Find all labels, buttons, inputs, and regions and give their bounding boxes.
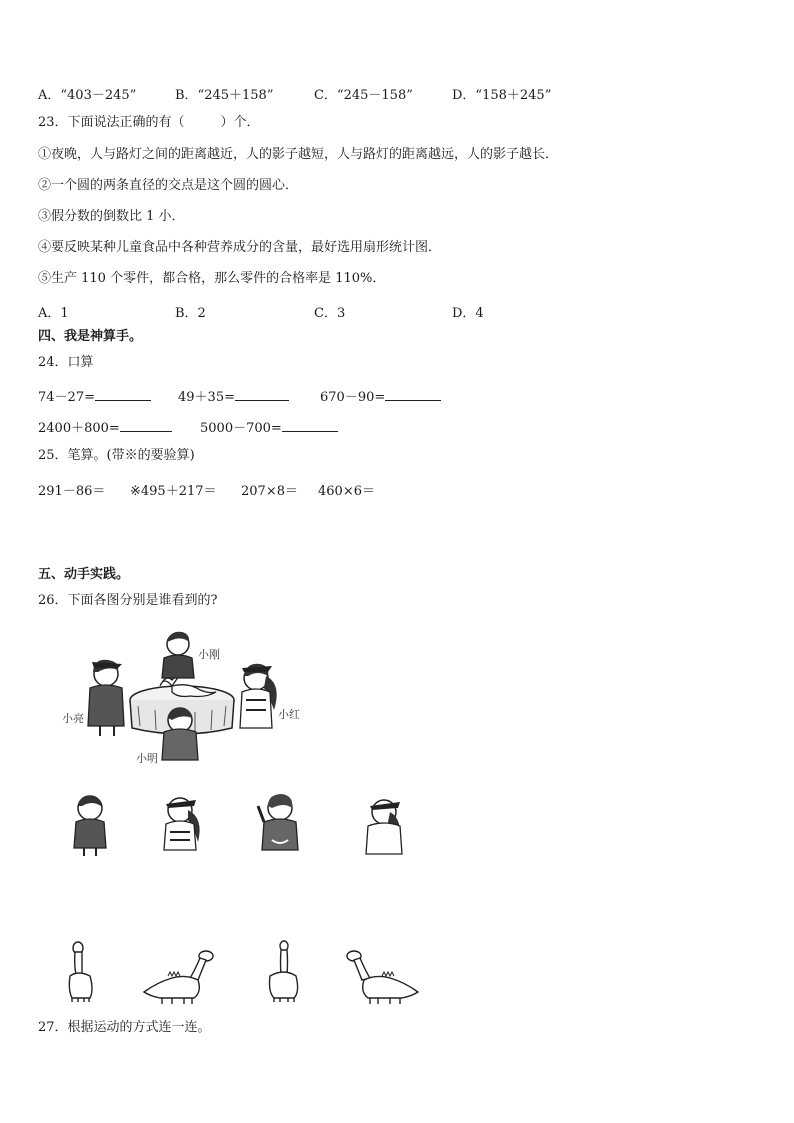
dinosaur-view-2 xyxy=(140,948,220,1008)
section-5-heading: 五、动手实践。 xyxy=(38,567,130,582)
q23-option-a: A．1 xyxy=(38,306,69,321)
answer-blank[interactable] xyxy=(120,419,172,432)
q23-statement-4: ④要反映某种儿童食品中各种营养成分的含量，最好选用扇形统计图． xyxy=(38,240,442,255)
q25-item-3: 207×8＝ xyxy=(241,484,298,499)
child-view-2 xyxy=(158,792,208,856)
child-view-3 xyxy=(254,792,304,856)
caption-xiaohong: 小红 xyxy=(278,708,300,721)
q23-option-c: C．3 xyxy=(314,306,346,321)
q23-option-b: B．2 xyxy=(175,306,206,321)
q23-stem xyxy=(38,115,260,131)
dinosaur-view-3 xyxy=(262,940,302,1004)
q25-item-4: 460×6＝ xyxy=(318,484,375,499)
answer-blank[interactable] xyxy=(282,419,338,432)
answer-blank[interactable] xyxy=(385,388,441,401)
q22-option-c: C．“245－158” xyxy=(314,88,413,103)
q24-item-5: 5000－700= xyxy=(200,417,338,436)
dinosaur-view-1 xyxy=(64,940,104,1004)
answer-blank[interactable] xyxy=(235,388,289,401)
child-view-1 xyxy=(68,792,112,856)
q23-statement-2: ②一个圆的两条直径的交点是这个圆的圆心． xyxy=(38,178,299,193)
q24-item-2: 49＋35= xyxy=(178,386,289,405)
q24-title: 24．口算 xyxy=(38,355,94,370)
child-view-4 xyxy=(360,792,410,856)
q23-statement-3: ③假分数的倒数比 1 小． xyxy=(38,209,185,224)
q26-title: 26．下面各图分别是谁看到的? xyxy=(38,593,218,608)
q25-item-2: ※495＋217＝ xyxy=(130,484,217,499)
answer-blank[interactable] xyxy=(95,388,151,401)
q24-item-4: 2400＋800= xyxy=(38,417,172,436)
q23-option-d: D．4 xyxy=(452,306,484,321)
section-4-heading: 四、我是神算手。 xyxy=(38,329,143,344)
q23-statement-5: ⑤生产 110 个零件，都合格，那么零件的合格率是 110%． xyxy=(38,271,386,286)
q24-item-3: 670－90= xyxy=(320,386,441,405)
dinosaur-view-4 xyxy=(342,948,422,1008)
q22-option-a: A．“403－245” xyxy=(38,88,137,103)
caption-xiaoming: 小明 xyxy=(136,752,158,765)
q23-stem-before: 23．下面说法正确的有（ xyxy=(38,115,185,130)
q22-option-b: B．“245＋158” xyxy=(175,88,274,103)
q24-item-1: 74－27= xyxy=(38,386,151,405)
q25-item-1: 291－86＝ xyxy=(38,484,106,499)
caption-xiaoliang: 小亮 xyxy=(62,712,84,725)
q25-title: 25．笔算。(带※的要验算) xyxy=(38,448,195,463)
caption-xiaogang: 小刚 xyxy=(198,648,220,661)
scene-illustration xyxy=(60,628,310,768)
q27-title: 27．根据运动的方式连一连。 xyxy=(38,1020,211,1035)
q22-option-d: D．“158＋245” xyxy=(452,88,552,103)
q23-stem-after: ）个． xyxy=(220,115,260,130)
q23-statement-1: ①夜晚，人与路灯之间的距离越近，人的影子越短，人与路灯的距离越远，人的影子越长． xyxy=(38,147,559,162)
